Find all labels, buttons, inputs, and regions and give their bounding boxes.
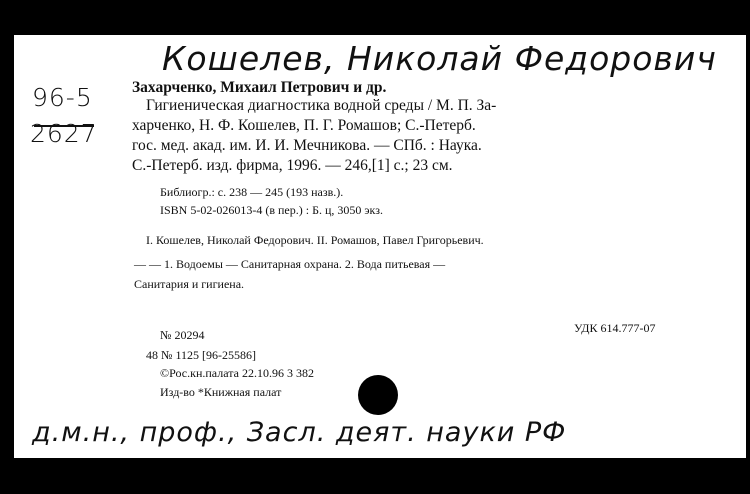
catalog-card (14, 35, 746, 458)
footer-line-3: Изд-во *Книжная палат (160, 385, 282, 399)
tracing-line-3: Санитария и гигиена. (134, 277, 245, 291)
punch-hole (358, 375, 398, 415)
title-line-2: харченко, Н. Ф. Кошелев, П. Г. Ромашов; С.-Петерб. (132, 117, 476, 134)
classification-top: 96-5 (32, 83, 93, 112)
title-line-1: Гигиеническая диагностика водной среды / М. П. За- (146, 97, 497, 114)
classification-bottom: 2627 (30, 119, 98, 148)
tracing-line-2: — — 1. Водоемы — Санитарная охрана. 2. Вода питьевая — (134, 257, 446, 271)
card-number: № 20294 (160, 328, 205, 342)
udk-code: УДК 614.777-07 (574, 321, 656, 335)
handwritten-footer: д.м.н., проф., Засл. деят. науки РФ (32, 417, 567, 448)
footer-line-1: 48 № 1125 [96-25586] (146, 348, 256, 362)
tracing-line-1: I. Кошелев, Николай Федорович. II. Ромашов, Павел Григорьевич. (146, 233, 484, 247)
author-heading: Захарченко, Михаил Петрович и др. (132, 79, 387, 96)
note-bibliography: Библиогр.: с. 238 — 245 (193 назв.). (160, 185, 344, 199)
title-line-3: гос. мед. акад. им. И. И. Мечникова. — СПб. : Наука. (132, 137, 482, 154)
footer-line-2: ©Рос.кн.палата 22.10.96 3 382 (160, 366, 314, 380)
title-line-4: С.-Петерб. изд. фирма, 1996. — 246,[1] с.; 23 см. (132, 157, 453, 174)
handwritten-name: Кошелев, Николай Федорович (162, 39, 717, 78)
note-isbn: ISBN 5-02-026013-4 (в пер.) : Б. ц, 3050 экз. (160, 203, 383, 217)
